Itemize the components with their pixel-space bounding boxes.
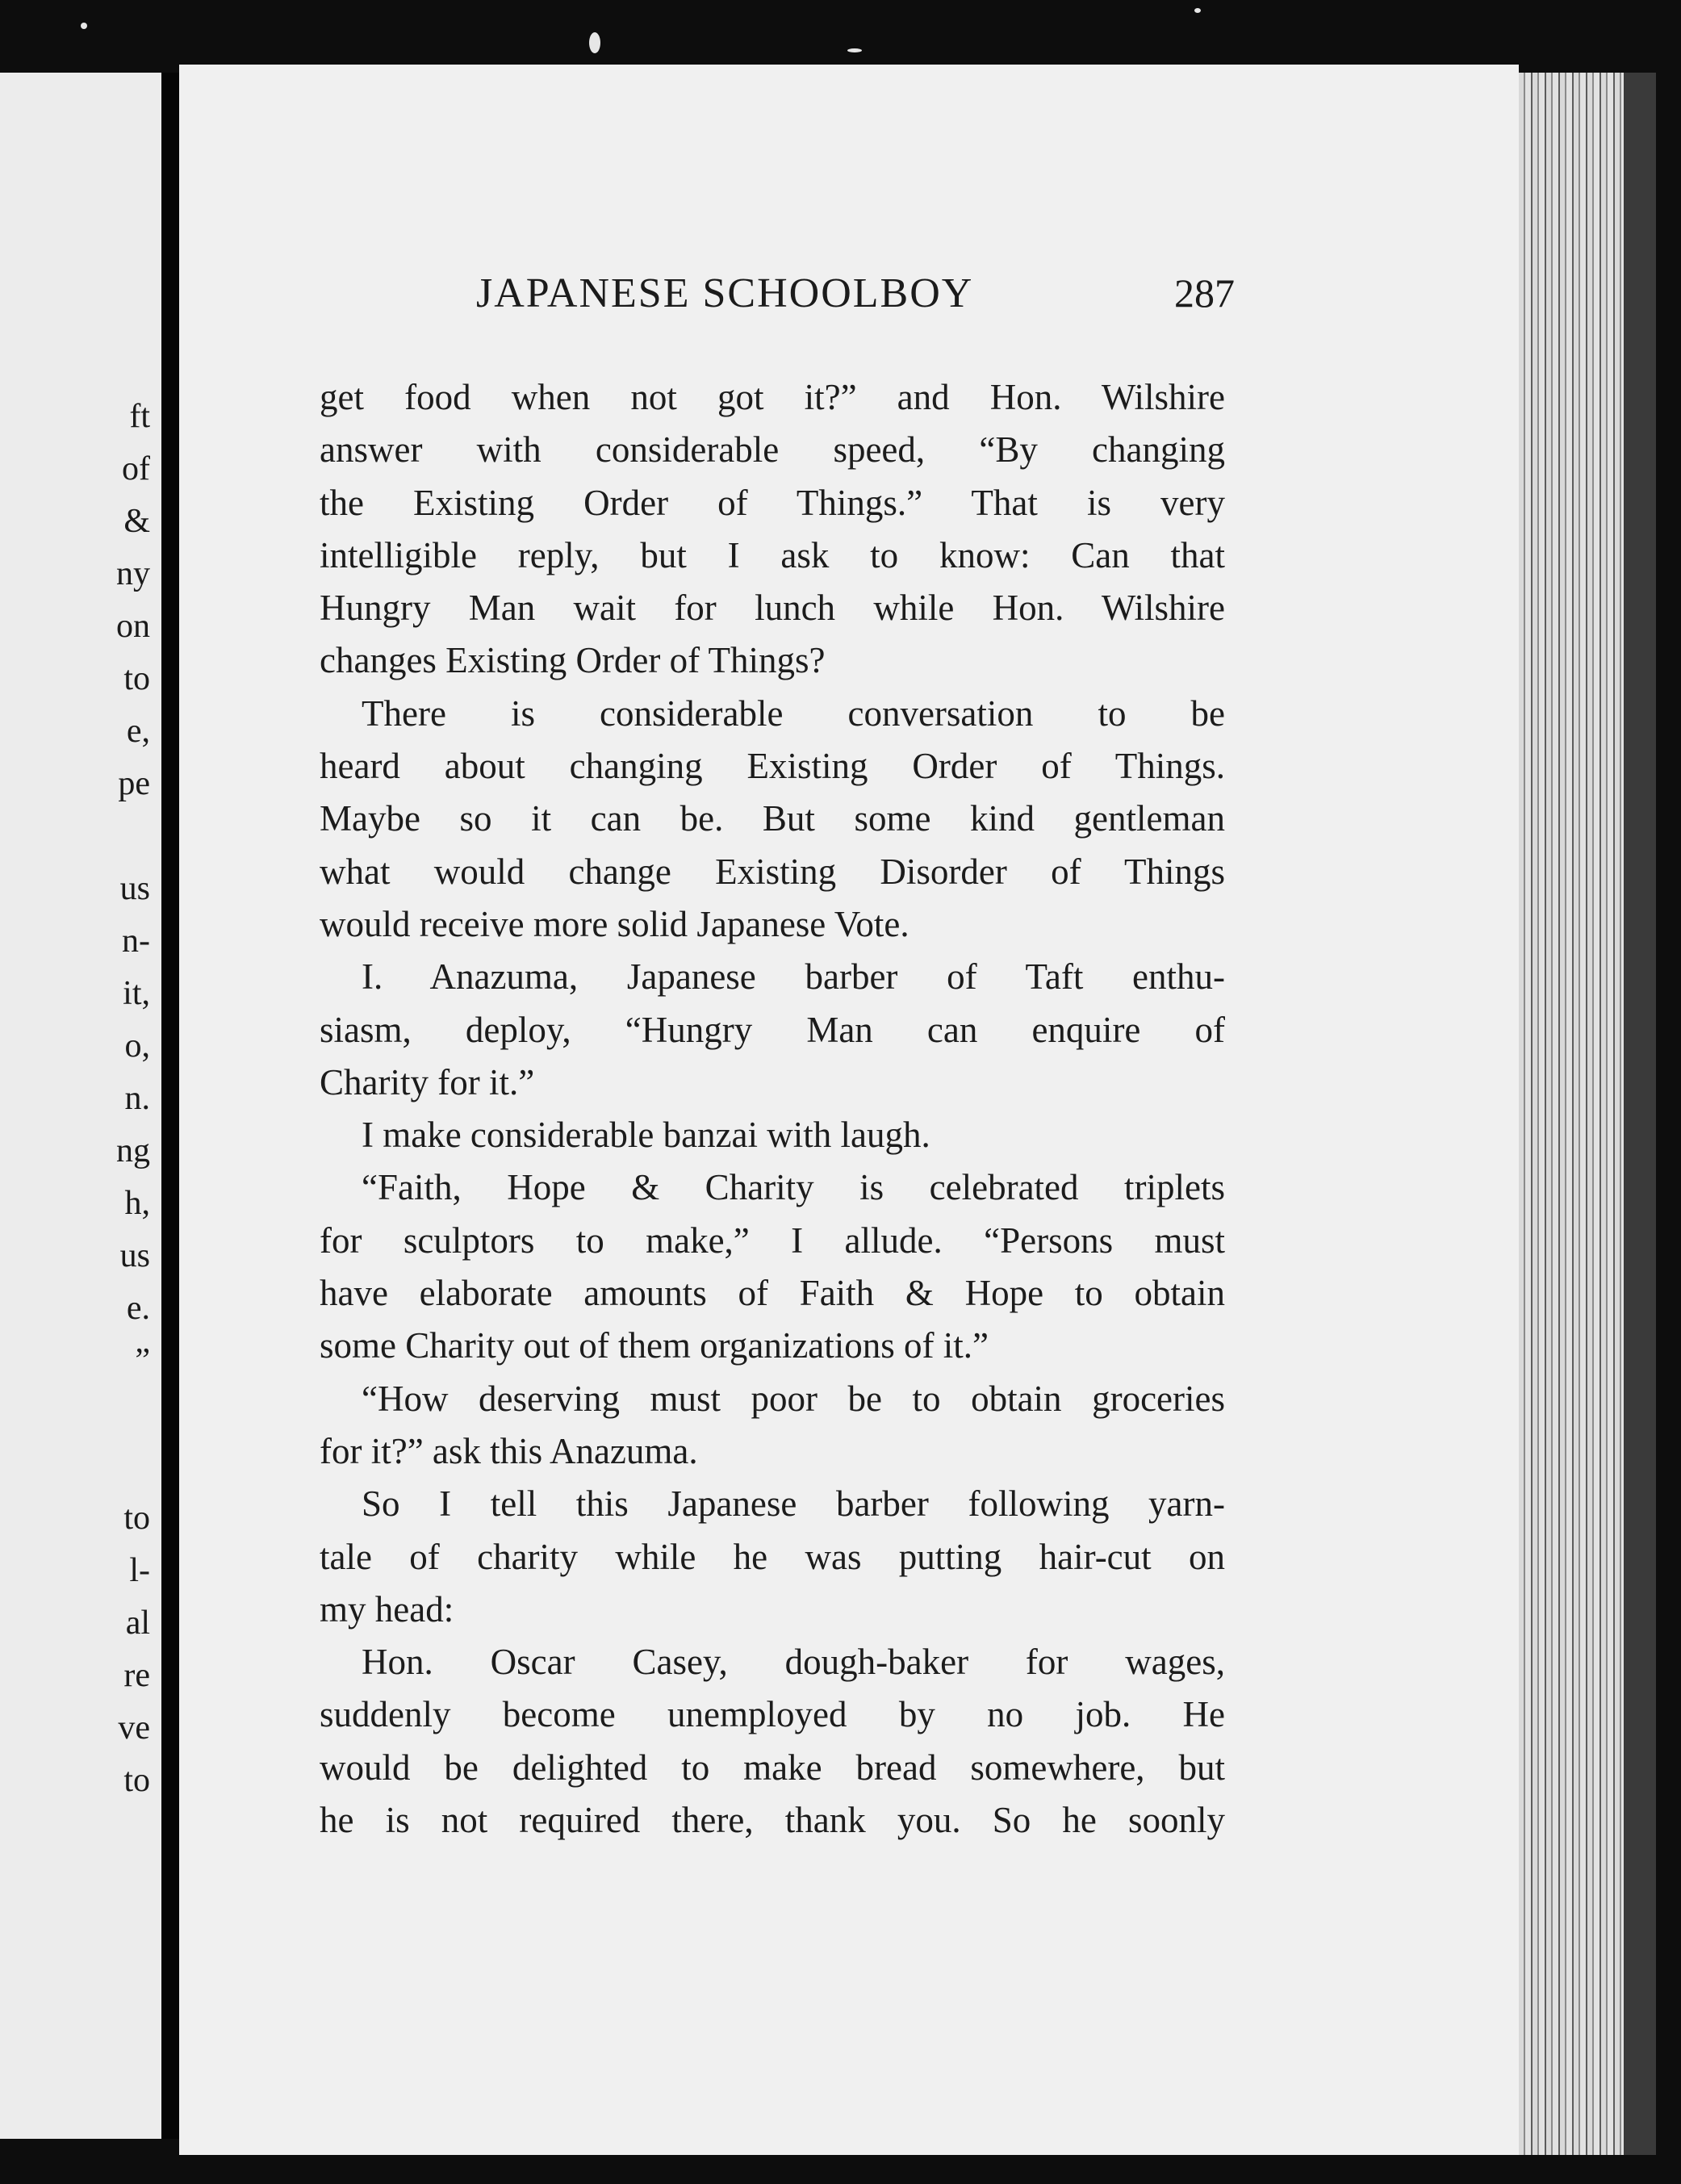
left-fragment: &	[123, 503, 150, 540]
scan-speck	[81, 23, 87, 29]
text-line: heard about changing Existing Order of Things.	[320, 746, 1225, 787]
scan-speck	[847, 48, 862, 52]
text-line: would be delighted to make bread somewhere, but	[320, 1747, 1225, 1788]
left-fragment: to	[123, 660, 150, 697]
text-line: what would change Existing Disorder of Things	[320, 851, 1225, 892]
text-line: for it?” ask this Anazuma.	[320, 1430, 698, 1471]
left-fragment: n.	[124, 1080, 150, 1117]
left-fragment: of	[122, 450, 150, 487]
text-line: Hungry Man wait for lunch while Hon. Wilshire	[320, 588, 1225, 629]
left-fragment: ft	[129, 398, 150, 435]
text-line: for sculptors to make,” I allude. “Persons must	[320, 1220, 1225, 1261]
text-line: get food when not got it?” and Hon. Wilshire	[320, 377, 1225, 417]
text-line: I make considerable banzai with laugh.	[362, 1115, 930, 1156]
text-line: would receive more solid Japanese Vote.	[320, 903, 909, 944]
text-line: my head:	[320, 1588, 454, 1630]
left-fragment: e,	[126, 713, 150, 750]
scan-speck	[589, 32, 600, 53]
text-line: siasm, deploy, “Hungry Man can enquire of	[320, 1009, 1225, 1050]
text-line: I. Anazuma, Japanese barber of Taft enthu-	[362, 956, 1225, 998]
running-title: JAPANESE SCHOOLBOY	[476, 270, 974, 316]
text-line: Charity for it.”	[320, 1061, 535, 1102]
left-fragment: ny	[116, 555, 150, 592]
text-line: the Existing Order of Things.” That is very	[320, 482, 1225, 523]
book-gutter	[161, 73, 179, 2139]
text-line: some Charity out of them organizations of it.”	[320, 1325, 989, 1366]
page-number: 287	[1174, 270, 1235, 316]
left-fragment: to	[123, 1762, 150, 1799]
scan-speck	[1194, 8, 1201, 13]
left-fragment: it,	[123, 975, 150, 1012]
left-fragment: ng	[116, 1132, 150, 1169]
text-line: Maybe so it can be. But some kind gentleman	[320, 798, 1225, 839]
text-line: have elaborate amounts of Faith & Hope to obtain	[320, 1273, 1225, 1314]
left-fragment: on	[116, 608, 150, 645]
text-line: “How deserving must poor be to obtain groceries	[362, 1378, 1225, 1419]
text-line: “Faith, Hope & Charity is celebrated triplets	[362, 1167, 1225, 1208]
running-head	[476, 270, 1235, 329]
left-fragment: n-	[122, 923, 150, 960]
left-fragment: h,	[124, 1185, 150, 1222]
text-line: suddenly become unemployed by no job. He	[320, 1694, 1225, 1735]
stacked-page-edges	[1519, 73, 1656, 2155]
text-line: There is considerable conversation to be	[362, 692, 1225, 734]
text-line: Hon. Oscar Casey, dough-baker for wages,	[362, 1642, 1225, 1683]
left-fragment: l-	[129, 1552, 150, 1589]
left-fragment: us	[119, 1237, 150, 1274]
left-page-text-fragments	[0, 73, 161, 2139]
text-line: answer with considerable speed, “By changing	[320, 429, 1225, 471]
left-fragment: ve	[118, 1709, 150, 1747]
text-line: intelligible reply, but I ask to know: Can that	[320, 534, 1225, 575]
body-text	[320, 371, 1225, 1847]
left-fragment: ”	[135, 1342, 150, 1379]
text-line: tale of charity while he was putting hair-cut on	[320, 1536, 1225, 1577]
left-page-edge	[0, 73, 161, 2139]
text-line: changes Existing Order of Things?	[320, 640, 826, 681]
left-fragment: pe	[118, 765, 150, 802]
left-fragment: to	[123, 1500, 150, 1537]
left-fragment: us	[119, 870, 150, 907]
text-line: So I tell this Japanese barber following yarn-	[362, 1483, 1225, 1525]
left-fragment: re	[123, 1657, 150, 1694]
text-line: he is not required there, thank you. So he soonly	[320, 1800, 1225, 1841]
left-fragment: o,	[124, 1027, 150, 1065]
left-fragment: al	[125, 1605, 150, 1642]
left-fragment: e.	[126, 1290, 150, 1327]
